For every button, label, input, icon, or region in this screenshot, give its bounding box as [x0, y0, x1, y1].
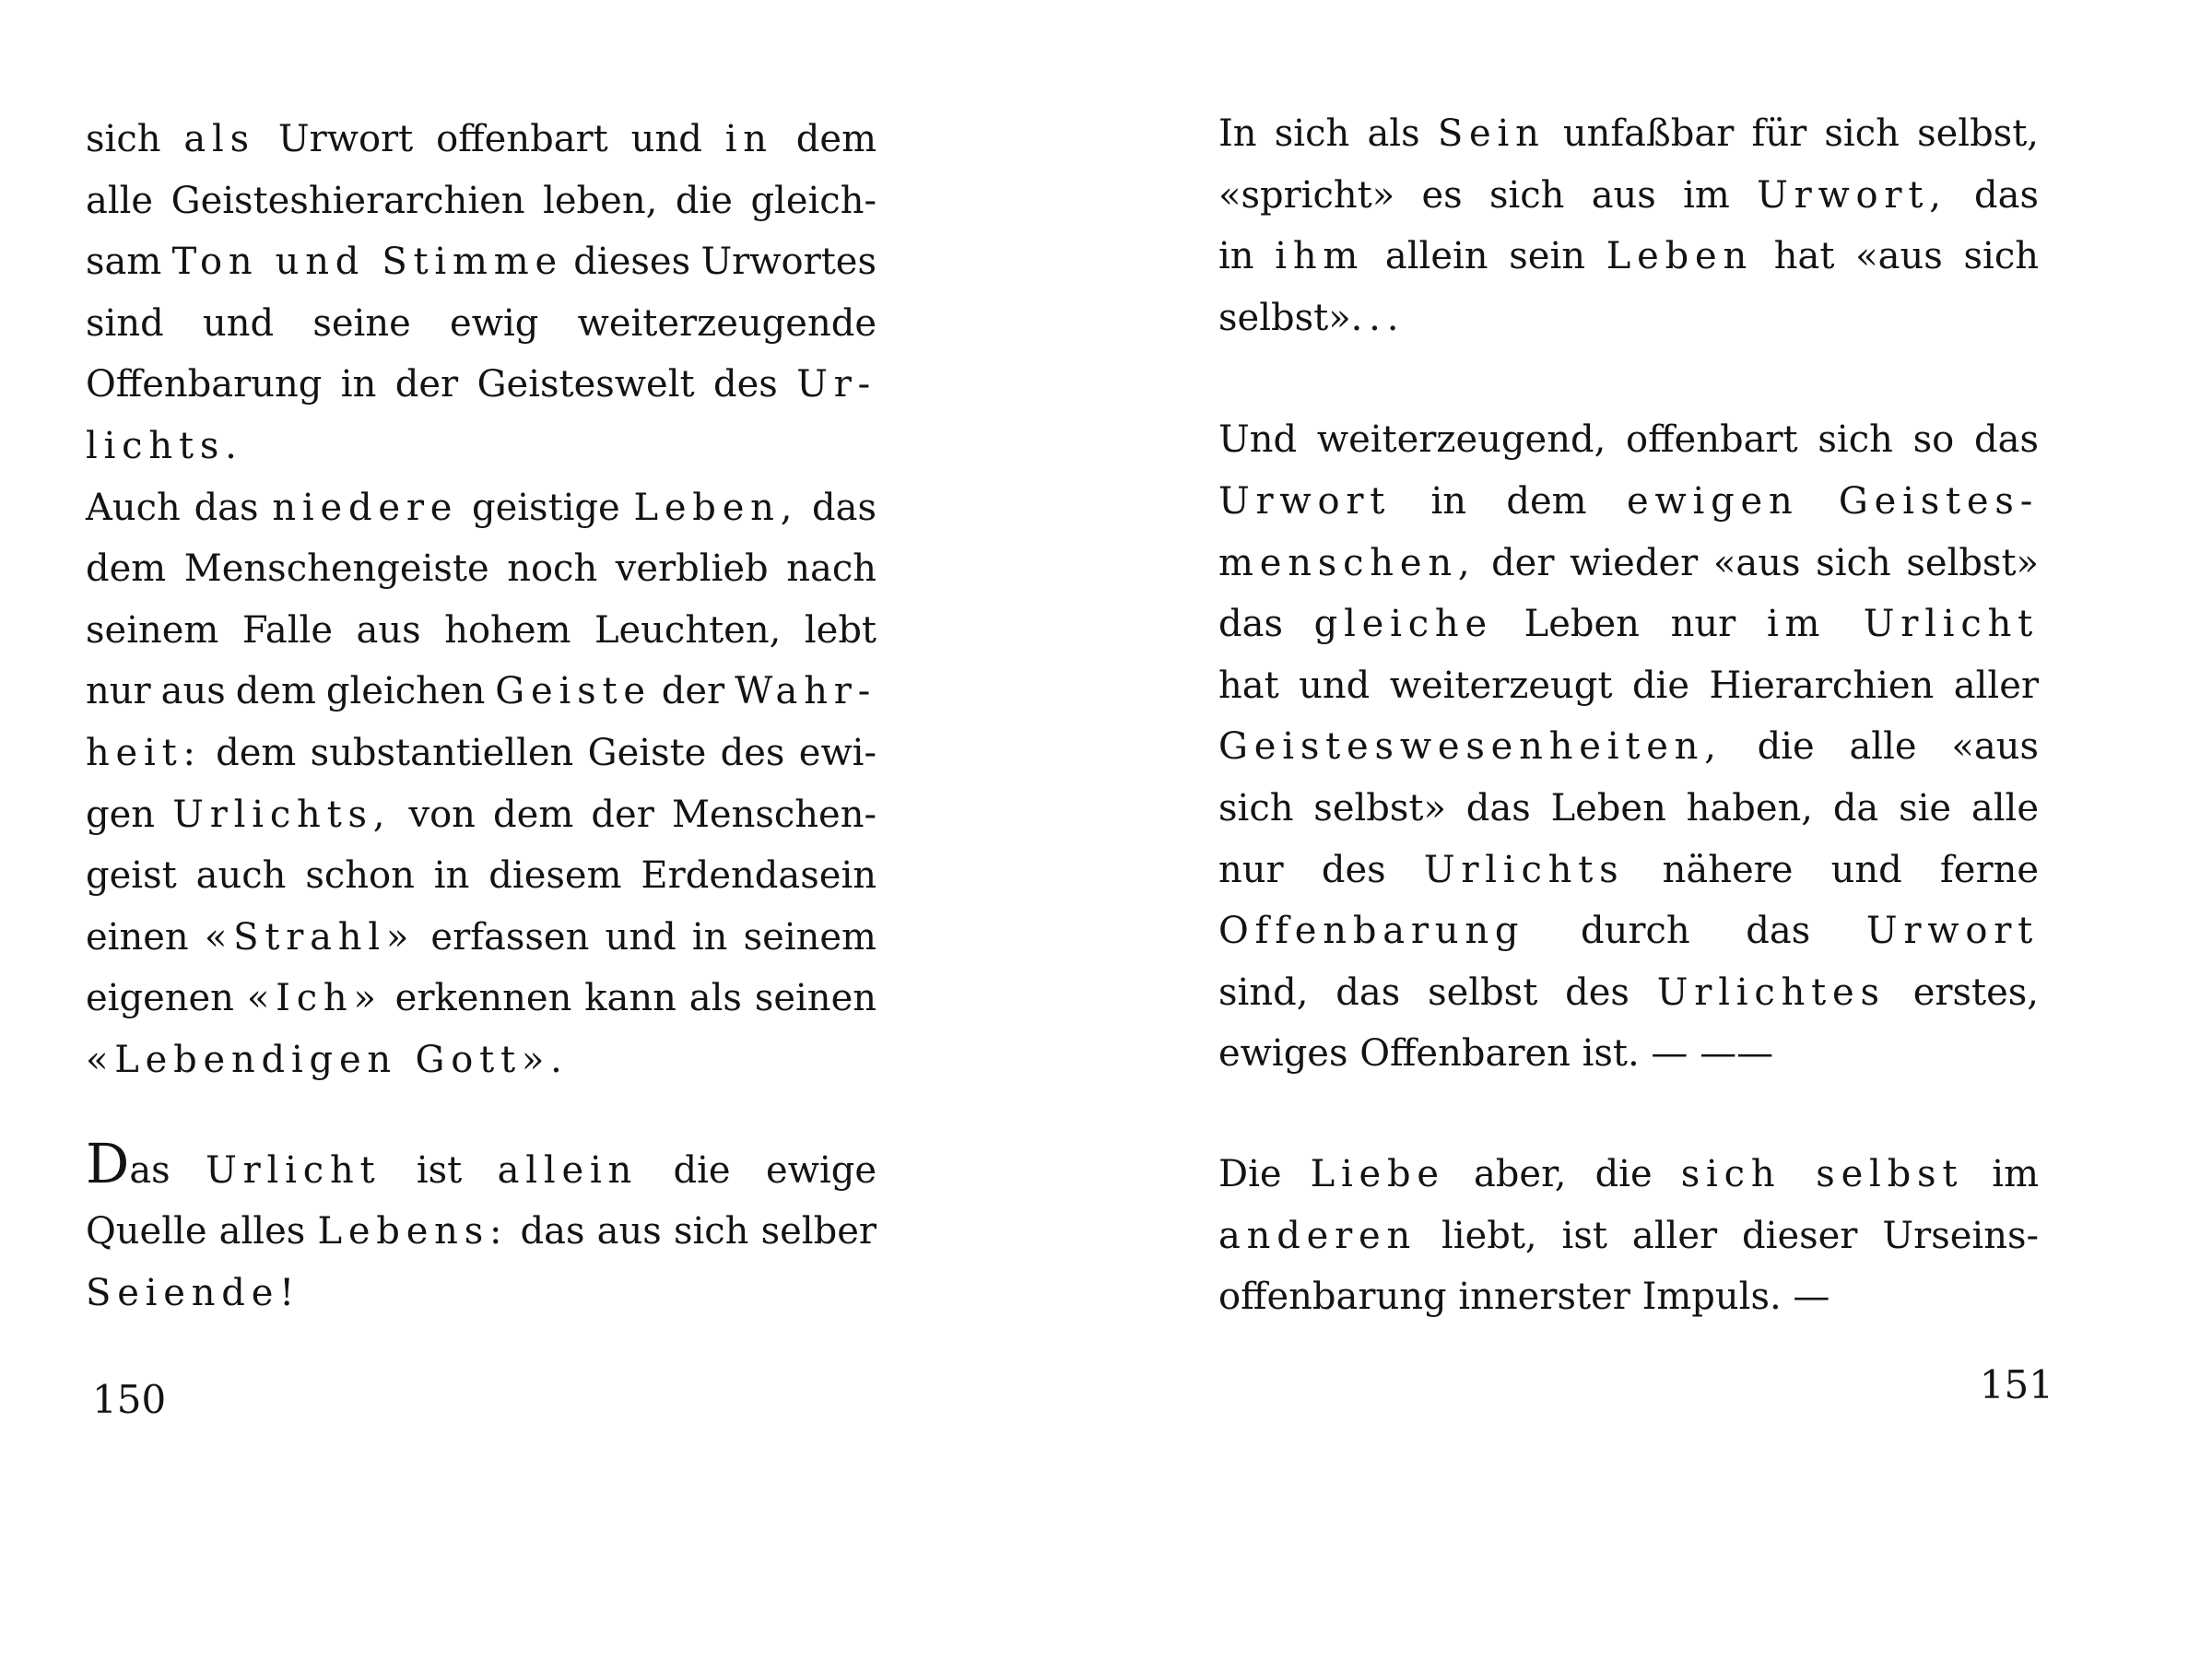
text-segment: allein sein	[1364, 235, 1606, 278]
text-segment: In sich als	[1218, 112, 1438, 155]
text-segment: durch das	[1524, 910, 1866, 953]
text-line	[1218, 226, 2039, 288]
text-segment: Ur-	[796, 363, 877, 406]
text-segment: gen	[86, 793, 173, 836]
text-segment: im Urlicht	[1766, 603, 2040, 646]
text-segment: Leben nur	[1492, 603, 1767, 646]
text-segment: sich selbst	[1680, 1152, 1964, 1195]
text-line	[86, 538, 877, 600]
text-line	[1218, 1266, 2039, 1328]
text-segment: offenbarung innerster Impuls. —	[1218, 1276, 1830, 1319]
text-segment: liebt, ist aller dieser Urseins-	[1417, 1214, 2039, 1257]
text-segment: lichts.	[86, 424, 243, 467]
text-line	[86, 109, 877, 171]
text-segment: die ewige	[638, 1148, 877, 1192]
text-segment: sind, das selbst des	[1218, 971, 1657, 1014]
text-segment: geist auch schon in diesem Erdendasein	[86, 854, 877, 898]
text-segment: «Ich»	[246, 977, 382, 1020]
text-line	[1218, 471, 2039, 533]
text-segment: Seiende!	[86, 1271, 301, 1314]
text-segment: Geistes-	[1838, 479, 2040, 523]
text-line	[86, 784, 877, 846]
text-line	[86, 293, 877, 355]
text-segment: geistige	[458, 486, 634, 529]
text-segment: dem	[772, 118, 877, 160]
text-segment: allein	[497, 1148, 639, 1192]
text-segment: das	[1218, 603, 1314, 646]
text-segment: hat «aus sich	[1753, 235, 2039, 278]
text-line	[86, 1263, 877, 1324]
text-segment: hat und weiterzeugt die Hierarchien aller	[1218, 664, 2039, 707]
text-segment: selbst»	[1218, 296, 1351, 339]
text-segment: ewigen	[1626, 479, 1799, 523]
text-segment: «Strahl»	[204, 915, 416, 959]
text-segment: sind und seine ewig weiterzeugende	[86, 301, 877, 345]
text-segment: «spricht» es sich aus im	[1218, 173, 1758, 217]
text-line	[86, 354, 877, 416]
text-line	[86, 907, 877, 969]
text-segment: aber, die	[1444, 1152, 1681, 1195]
text-segment: in	[724, 118, 773, 160]
text-segment: as	[129, 1148, 206, 1192]
page-left-text-block	[86, 109, 877, 1324]
text-line	[1218, 716, 2039, 778]
text-segment: Urlichtes	[1656, 971, 1886, 1014]
text-line	[86, 661, 877, 723]
paragraph-gap	[1218, 1085, 2039, 1144]
text-segment: Leben	[1606, 235, 1754, 278]
text-segment: nähere und ferne	[1624, 848, 2040, 891]
paragraph-gap	[86, 1091, 877, 1140]
text-segment: nur aus dem gleichen	[86, 670, 496, 713]
text-segment: einen	[86, 915, 205, 959]
text-segment: ihm	[1275, 235, 1365, 278]
text-segment: Urlicht	[206, 1148, 382, 1192]
text-segment: Sein	[1437, 112, 1546, 155]
text-line	[1218, 165, 2039, 227]
text-segment: das	[1947, 173, 2039, 217]
text-segment: Lebens:	[317, 1210, 509, 1253]
text-segment: Quelle alles	[86, 1210, 318, 1253]
text-segment: erkennen kann als seinen	[382, 977, 877, 1020]
text-line	[86, 1030, 877, 1091]
text-segment: Ton und Stimme	[171, 241, 563, 284]
text-segment	[1799, 480, 1839, 523]
text-segment: Die	[1218, 1152, 1311, 1195]
text-segment: erstes,	[1885, 971, 2039, 1014]
text-line	[1218, 594, 2039, 655]
page-number-right: 151	[1979, 1362, 2053, 1407]
text-segment: Urlichts,	[172, 793, 392, 836]
text-line	[1218, 1206, 2039, 1267]
text-segment: Urwort	[1865, 910, 2039, 953]
text-segment: Leben,	[633, 486, 799, 529]
text-line	[1218, 533, 2039, 594]
text-segment: Urwort	[1218, 479, 1392, 523]
text-segment: Offenbarung in der Geisteswelt des	[86, 363, 797, 406]
text-segment: ...	[1350, 296, 1406, 339]
text-line	[1218, 288, 2039, 349]
text-segment: Urwort offenbart und	[254, 118, 725, 160]
text-line	[1218, 900, 2039, 962]
text-line	[1218, 778, 2039, 840]
text-segment: das aus sich selber	[508, 1210, 877, 1253]
text-line	[86, 1201, 877, 1263]
text-segment: anderen	[1218, 1214, 1418, 1257]
text-segment: dieses Urwortes	[562, 241, 877, 284]
text-segment: gleiche	[1313, 603, 1493, 646]
text-segment: dem substantiellen Geiste des ewi-	[201, 731, 877, 774]
text-segment: «Lebendigen Gott».	[86, 1038, 569, 1081]
text-segment: die alle «aus	[1722, 725, 2039, 769]
text-segment: Auch das	[86, 486, 273, 529]
page-right-text-block	[1218, 103, 2039, 1328]
text-line	[1218, 840, 2039, 901]
text-segment: eigenen	[86, 977, 247, 1020]
text-segment: das	[798, 486, 877, 529]
text-line	[1218, 655, 2039, 717]
text-segment: sam	[86, 241, 172, 284]
text-segment: in dem	[1391, 479, 1627, 523]
text-segment: seinem Falle aus hohem Leuchten, lebt	[86, 608, 877, 652]
text-line	[86, 845, 877, 907]
text-segment: der wieder «aus sich selbst»	[1476, 541, 2039, 584]
text-segment: Geisteswesenheiten,	[1218, 725, 1723, 769]
text-line	[86, 600, 877, 662]
text-segment: unfaßbar für sich selbst,	[1545, 112, 2039, 155]
page-number-left: 150	[92, 1377, 167, 1422]
text-segment: heit:	[86, 731, 202, 774]
text-segment: Und weiterzeugend, offenbart sich so das	[1218, 418, 2039, 462]
text-segment: ewiges Offenbaren ist. — ——	[1218, 1032, 1774, 1076]
text-segment: Liebe	[1310, 1152, 1445, 1195]
page-right	[1106, 0, 2212, 1659]
text-segment: in	[1218, 235, 1276, 278]
text-segment: von dem der Menschen-	[391, 793, 877, 836]
text-segment: der	[651, 670, 735, 713]
text-segment: Wahr-	[735, 670, 877, 713]
text-line	[86, 968, 877, 1030]
initial-capital: D	[86, 1131, 130, 1195]
text-segment: dem Menschengeiste noch verblieb nach	[86, 547, 877, 591]
text-segment: ist	[381, 1148, 498, 1192]
text-segment: niedere	[272, 486, 459, 529]
paragraph-gap	[1218, 348, 2039, 409]
text-line	[86, 416, 877, 477]
text-line	[1218, 1023, 2039, 1085]
text-line	[1218, 962, 2039, 1024]
text-line	[1218, 409, 2039, 471]
text-segment: als	[183, 118, 255, 160]
text-segment: Urlichts	[1423, 848, 1625, 891]
text-line	[86, 171, 877, 232]
text-segment: alle Geisteshierarchien leben, die gleich-	[86, 179, 877, 222]
text-segment: nur des	[1218, 848, 1424, 891]
text-segment: menschen,	[1218, 541, 1477, 584]
text-segment: sich selbst» das Leben haben, da sie alle	[1218, 786, 2039, 830]
text-line	[1218, 103, 2039, 165]
text-segment: Urwort,	[1757, 173, 1947, 217]
text-segment: Geiste	[495, 670, 652, 713]
text-line	[86, 231, 877, 293]
text-segment: im	[1963, 1152, 2040, 1195]
text-line	[86, 477, 877, 539]
text-line	[86, 723, 877, 784]
text-segment: Offenbarung	[1218, 910, 1525, 953]
text-segment: erfassen und in seinem	[415, 915, 877, 959]
text-segment: sich	[86, 118, 184, 160]
text-line	[86, 1131, 877, 1202]
text-line	[1218, 1144, 2039, 1206]
